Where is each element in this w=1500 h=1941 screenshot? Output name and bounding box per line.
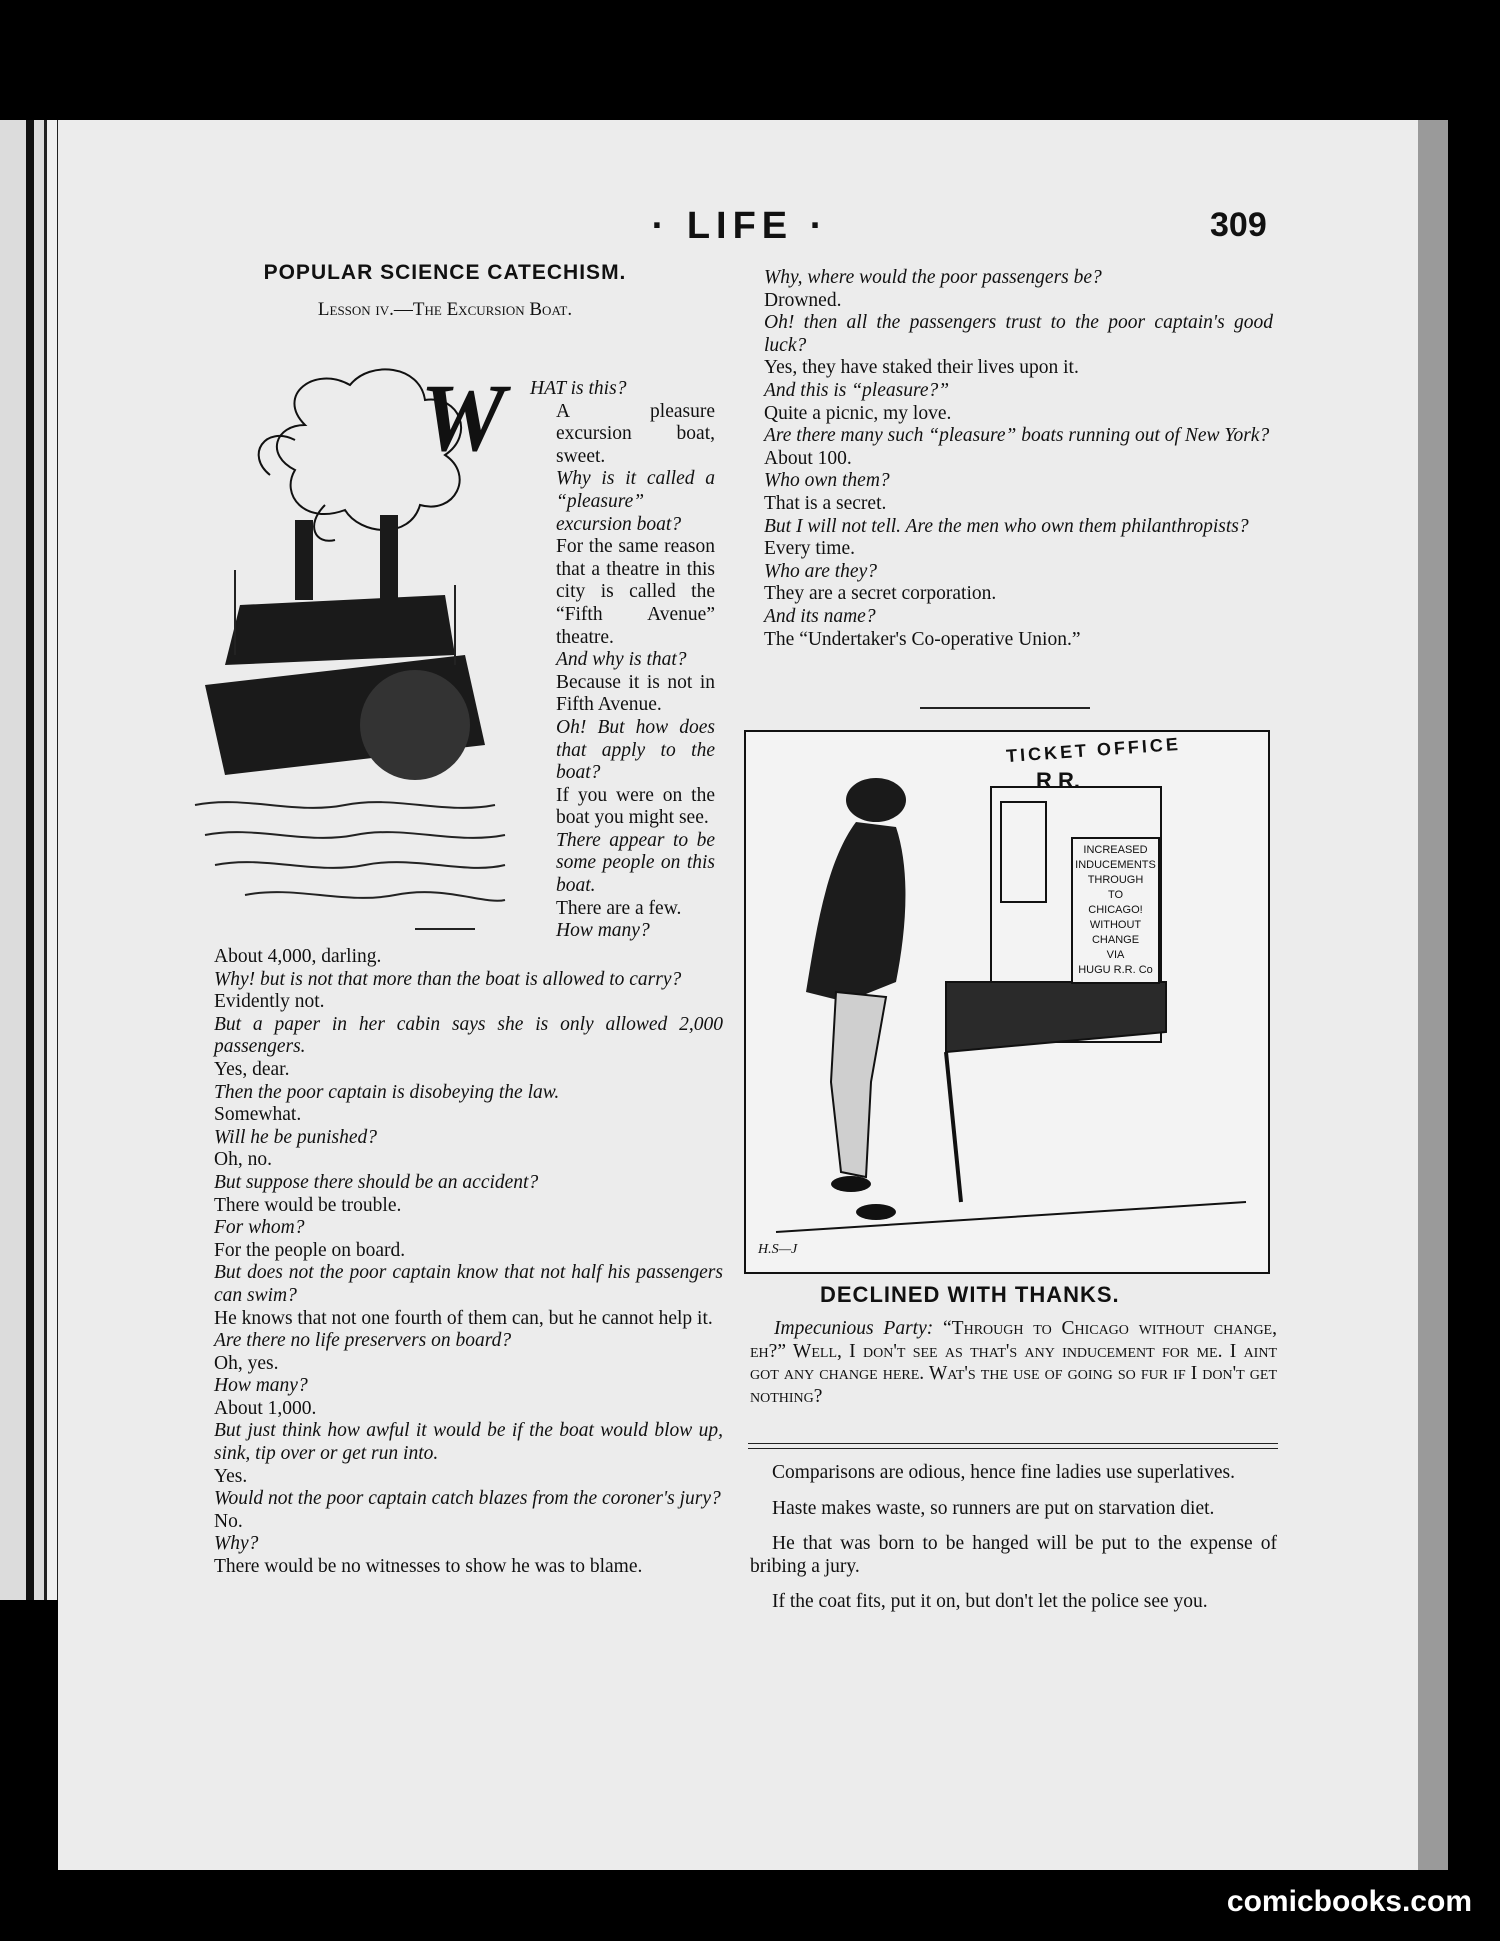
- catechism-answer: He knows that not one fourth of them can, but he cannot help it.: [214, 1307, 713, 1329]
- catechism-question: Would not the poor captain catch blazes from the coroner's jury?: [214, 1488, 721, 1510]
- poster-line: CHANGE: [1091, 934, 1140, 946]
- catechism-answer: Yes, they have staked their lives upon it.: [764, 357, 1079, 379]
- cartoon-title: DECLINED WITH THANKS.: [820, 1282, 1120, 1307]
- poster-line: THROUGH: [1087, 874, 1144, 886]
- catechism-question: Why is it called a “pleasure” excursion boat?: [556, 468, 715, 535]
- spine-stripe: [26, 120, 34, 1600]
- caption-speaker: Impecunious Party:: [774, 1318, 934, 1339]
- catechism-question: And its name?: [764, 605, 876, 627]
- divider: [748, 1448, 1278, 1449]
- catechism-answer: Yes, dear.: [214, 1058, 290, 1080]
- divider: [748, 1443, 1278, 1444]
- catechism-question: Oh! then all the passengers trust to the poor captain's good luck?: [764, 312, 1273, 356]
- catechism-question: Why! but is not that more than the boat is allowed to carry?: [214, 968, 682, 990]
- catechism-question: How many?: [214, 1375, 308, 1397]
- catechism-answer: There would be trouble.: [214, 1194, 402, 1216]
- page-edge: [1418, 120, 1448, 1870]
- article-subtitle: Lesson iv.—The Excursion Boat.: [317, 298, 573, 320]
- catechism-answer: Because it is not in Fifth Avenue.: [556, 671, 715, 716]
- catechism-question: And why is that?: [556, 649, 687, 671]
- poster-line: WITHOUT: [1089, 919, 1142, 931]
- catechism-answer: There would be no witnesses to show he was to blame.: [214, 1556, 643, 1578]
- page-number: 309: [1210, 206, 1267, 244]
- catechism-answer: Oh, yes.: [214, 1352, 279, 1374]
- catechism-question: Are there no life preservers on board?: [214, 1330, 512, 1352]
- poster: [1071, 837, 1160, 984]
- proverbs-section: [750, 1462, 1277, 1627]
- catechism-question: But a paper in her cabin says she is only allowed 2,000 passengers.: [214, 1013, 723, 1058]
- catechism-question: Oh! But how does that apply to the boat?: [556, 716, 715, 784]
- cartoon-illustration: [746, 732, 1268, 1272]
- catechism-answer: The “Undertaker's Co-operative Union.”: [764, 628, 1081, 650]
- masthead-title: · LIFE ·: [651, 205, 829, 247]
- proverb: He that was born to be hanged will be put to the expense of bribing a jury.: [750, 1533, 1277, 1577]
- catechism-question: But I will not tell. Are the men who own them philanthropists?: [764, 515, 1249, 537]
- catechism-question: And this is “pleasure?”: [764, 379, 950, 401]
- catechism-question: There appear to be some people on this boat.: [556, 829, 715, 897]
- caption-quote: “Through to Chicago without change, eh?” Well, I don't see as that's any inducement for me. I aint got any change here. Wat's the use of going so fur if I don't get nothing?: [750, 1318, 1277, 1407]
- article-wrap-column: [530, 378, 715, 943]
- article-right-column: [738, 267, 1273, 651]
- masthead: [560, 205, 920, 248]
- poster-line: INCREASED: [1083, 844, 1148, 856]
- sign-rr: R R.: [1036, 768, 1080, 793]
- catechism-answer: About 4,000, darling.: [214, 946, 382, 967]
- drop-cap: W: [420, 364, 506, 471]
- catechism-question: How many?: [556, 920, 650, 942]
- catechism-answer: Somewhat.: [214, 1104, 302, 1126]
- catechism-question: But suppose there should be an accident?: [214, 1171, 539, 1193]
- catechism-answer: A pleasure excursion boat, sweet.: [556, 400, 715, 467]
- artist-signature: H.S—J: [758, 1242, 798, 1257]
- sign-ticket-office: TICKET OFFICE: [1005, 733, 1182, 767]
- article-main-column: [188, 946, 723, 1579]
- catechism-answer: For the same reason that a theatre in this city is called the “Fifth Avenue” theatre.: [556, 536, 715, 648]
- catechism-question: Why?: [214, 1533, 259, 1555]
- catechism-answer: About 100.: [764, 447, 852, 469]
- proverb: If the coat fits, put it on, but don't let the police see you.: [772, 1591, 1208, 1613]
- catechism-question: HAT is this?: [530, 378, 627, 399]
- poster-line: INDUCEMENTS: [1075, 859, 1156, 871]
- cartoon-caption: [750, 1318, 1277, 1408]
- catechism-question: But does not the poor captain know that not half his passengers can swim?: [214, 1262, 723, 1306]
- catechism-answer: That is a secret.: [764, 492, 887, 514]
- catechism-answer: They are a secret corporation.: [764, 583, 997, 605]
- poster-line: HUGU R.R. Co: [1078, 964, 1153, 976]
- catechism-question: For whom?: [214, 1217, 305, 1239]
- catechism-answer: There are a few.: [556, 897, 682, 919]
- proverb: Haste makes waste, so runners are put on starvation diet.: [772, 1497, 1215, 1519]
- proverb: Comparisons are odious, hence fine ladies use superlatives.: [772, 1462, 1236, 1483]
- catechism-question: Who are they?: [764, 560, 877, 582]
- catechism-answer: Quite a picnic, my love.: [764, 402, 952, 424]
- catechism-answer: About 1,000.: [214, 1397, 317, 1419]
- catechism-answer: Oh, no.: [214, 1149, 272, 1171]
- catechism-question: Who own them?: [764, 470, 890, 492]
- poster-line: CHICAGO!: [1088, 904, 1143, 916]
- catechism-question: Are there many such “pleasure” boats running out of New York?: [764, 425, 1270, 447]
- catechism-answer: No.: [214, 1510, 243, 1532]
- catechism-answer: If you were on the boat you might see.: [556, 784, 715, 829]
- catechism-answer: Drowned.: [764, 289, 842, 311]
- catechism-answer: Evidently not.: [214, 991, 325, 1013]
- catechism-answer: For the people on board.: [214, 1239, 406, 1261]
- catechism-question: Will he be punished?: [214, 1126, 378, 1148]
- catechism-answer: Every time.: [764, 538, 855, 560]
- catechism-question: Then the poor captain is disobeying the law.: [214, 1081, 560, 1103]
- catechism-question: Why, where would the poor passengers be?: [764, 267, 1102, 288]
- catechism-answer: Yes.: [214, 1465, 248, 1487]
- watermark: comicbooks.com: [1226, 1885, 1472, 1918]
- poster-line: VIA: [1106, 949, 1125, 961]
- cartoon-frame: [744, 730, 1270, 1274]
- article-header: [205, 262, 685, 321]
- catechism-question: But just think how awful it would be if the boat would blow up, sink, tip over or get run into.: [214, 1420, 723, 1465]
- divider: [920, 707, 1090, 709]
- article-title: POPULAR SCIENCE CATECHISM.: [263, 261, 627, 284]
- poster-line: TO: [1107, 889, 1124, 901]
